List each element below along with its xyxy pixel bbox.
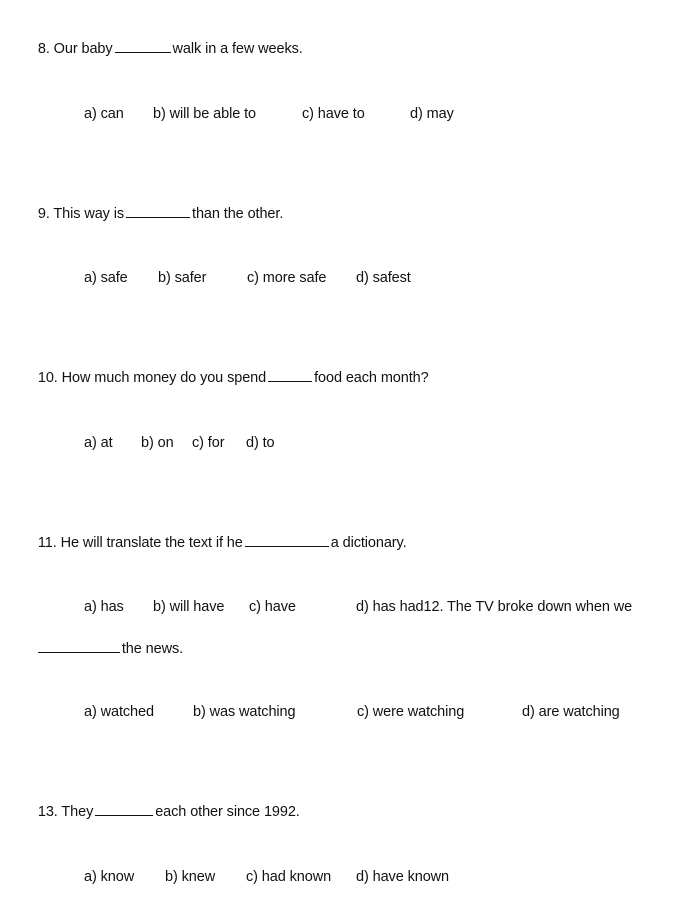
question-10-option-d: d) to (246, 435, 275, 451)
question-9-option-b: b) safer (158, 270, 207, 286)
question-8-blank (115, 40, 171, 53)
question-13-option-b: b) knew (165, 869, 216, 885)
question-12-text-after: the news. (121, 641, 184, 657)
question-10 (30, 351, 429, 387)
question-8-option-c: c) have to (302, 106, 365, 122)
question-11-blank (245, 534, 329, 547)
question-10-option-c: c) for (192, 435, 225, 451)
question-12-option-c: c) were watching (357, 704, 465, 720)
question-11-text-before: 11. He will translate the text if he (37, 535, 243, 551)
question-11-option-c: c) have (249, 599, 296, 615)
question-10-text-after: food each month? (314, 370, 429, 386)
question-8-text-after: walk in a few weeks. (172, 41, 303, 57)
question-13-text-before: 13. They (37, 804, 94, 820)
question-11-option-d: d) has had12. The TV broke down when we (356, 599, 633, 615)
question-10-option-a: a) at (84, 435, 113, 451)
question-13 (30, 785, 300, 821)
question-12-option-d: d) are watching (522, 704, 620, 720)
question-13-text-after: each other since 1992. (155, 804, 300, 820)
question-10-option-b: b) on (141, 435, 174, 451)
question-10-text-before: 10. How much money do you spend (37, 370, 267, 386)
question-12 (30, 622, 183, 658)
question-8-option-d: d) may (410, 106, 454, 122)
question-11 (30, 516, 407, 552)
question-10-blank (268, 369, 312, 382)
question-13-option-c: c) had known (246, 869, 332, 885)
question-12-option-b: b) was watching (193, 704, 296, 720)
question-13-option-d: d) have known (356, 869, 450, 885)
question-9-option-c: c) more safe (247, 270, 327, 286)
question-11-text-after: a dictionary. (330, 535, 407, 551)
question-9-text-after: than the other. (192, 206, 284, 222)
question-12-option-a: a) watched (84, 704, 154, 720)
question-8-option-a: a) can (84, 106, 124, 122)
question-9-option-d: d) safest (356, 270, 411, 286)
question-8-option-b: b) will be able to (153, 106, 256, 122)
question-12-blank (38, 640, 120, 653)
question-13-option-a: a) know (84, 869, 135, 885)
question-9-blank (126, 205, 190, 218)
question-9 (30, 187, 283, 223)
question-11-option-b: b) will have (153, 599, 225, 615)
question-8-text-before: 8. Our baby (37, 41, 113, 57)
question-9-option-a: a) safe (84, 270, 128, 286)
question-13-blank (95, 803, 153, 816)
question-8 (30, 22, 303, 58)
question-9-text-before: 9. This way is (37, 206, 125, 222)
question-11-option-a: a) has (84, 599, 124, 615)
